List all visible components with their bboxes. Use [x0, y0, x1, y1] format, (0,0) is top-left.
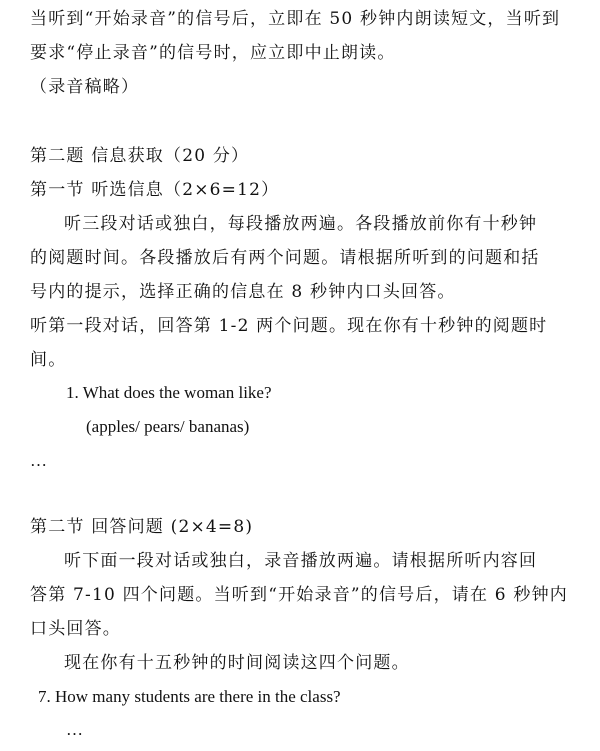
question-7: 7. How many students are there in the class? [38, 687, 341, 706]
intro-line-1: 当听到“开始录音”的信号后，立即在 50 秒钟内朗读短文，当听到 [30, 9, 561, 29]
section1-para-line-3: 号内的提示，选择正确的信息在 8 秒钟内口头回答。 [30, 282, 456, 302]
section2-para-line-3: 口头回答。 [30, 619, 121, 639]
part2-heading: 第二题 信息获取（20 分） [30, 146, 250, 166]
question-1: 1. What does the woman like? [66, 383, 272, 402]
section1-para-line-1: 听三段对话或独白，每段播放两遍。各段播放前你有十秒钟 [64, 214, 538, 234]
section1-instruction-line-2: 间。 [30, 350, 67, 370]
intro-line-2: 要求“停止录音”的信号时，应立即中止朗读。 [30, 43, 396, 63]
recording-omitted-note: （录音稿略） [30, 77, 140, 97]
section2-para-line-1: 听下面一段对话或独白，录音播放两遍。请根据所听内容回 [64, 551, 538, 571]
section2-heading: 第二节 回答问题 (2×4=8) [30, 517, 254, 537]
section2-para-line-2: 答第 7-10 四个问题。当听到“开始录音”的信号后，请在 6 秒钟内 [30, 585, 569, 605]
reading-time-instruction: 现在你有十五秒钟的时间阅读这四个问题。 [64, 653, 410, 673]
question-1-options: (apples/ pears/ bananas) [86, 417, 250, 436]
section1-para-line-2: 的阅题时间。各段播放后有两个问题。请根据所听到的问题和括 [30, 248, 540, 268]
section2-ellipsis: … [66, 720, 83, 739]
section1-instruction-line-1: 听第一段对话，回答第 1-2 两个问题。现在你有十秒钟的阅题时 [30, 316, 548, 336]
section1-heading: 第一节 听选信息（2×6=12） [30, 180, 280, 200]
section1-ellipsis: … [30, 451, 47, 470]
